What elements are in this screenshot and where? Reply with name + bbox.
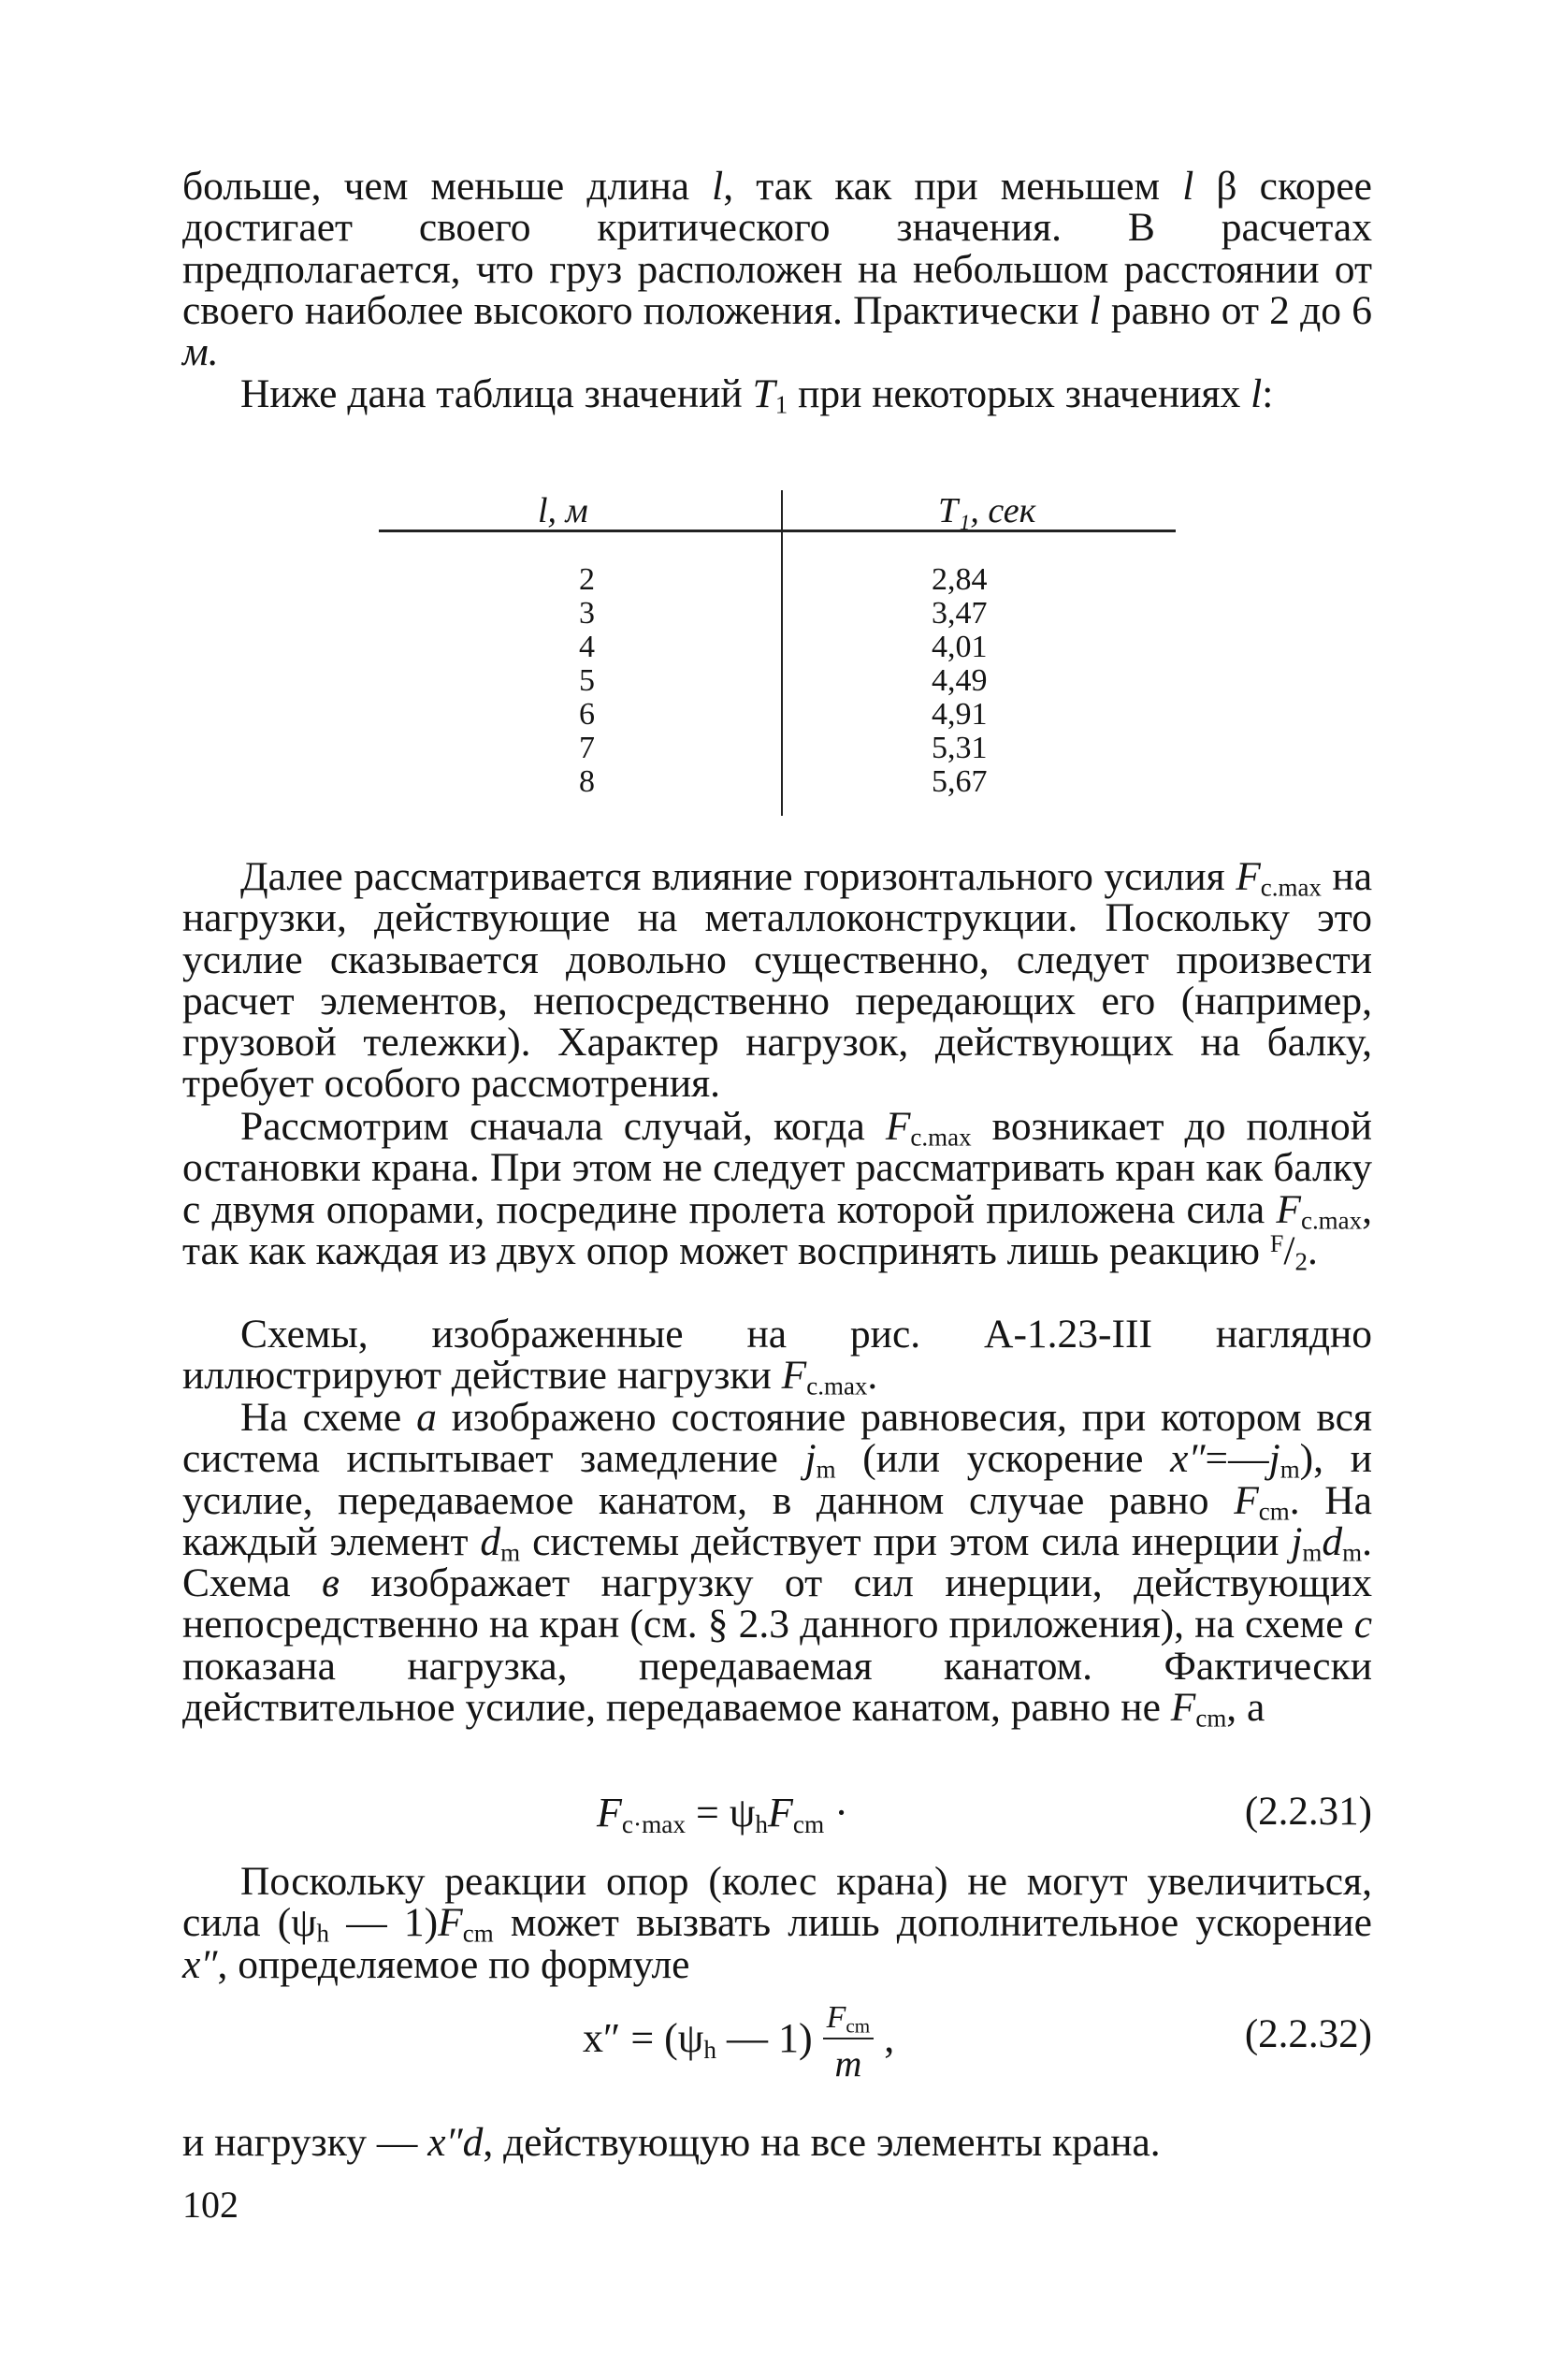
fraction: $\frac{F_{cm}}{m}$ xyxy=(823,2002,875,2082)
table-column-divider xyxy=(781,490,783,816)
table-cell-t1: 4,01 xyxy=(932,630,988,664)
table-cell-l: 7 xyxy=(579,731,595,765)
table-column-t1 xyxy=(932,563,988,799)
page-number: 102 xyxy=(182,2184,239,2226)
equation-number-2-2-32: (2.2.32) xyxy=(1244,2012,1372,2056)
equation-2-2-32: $x'' = (\psi_h$ — 1) $\frac{F_{cm}}{m}$ , xyxy=(583,2000,895,2084)
table-cell-l: 8 xyxy=(579,764,595,799)
equation-number-2-2-31: (2.2.31) xyxy=(1244,1790,1372,1834)
table-cell-l: 5 xyxy=(579,663,595,698)
table-cell-t1: 4,49 xyxy=(932,663,988,698)
table-cell-t1: 4,91 xyxy=(932,697,988,732)
table-cell-t1: 5,31 xyxy=(932,731,988,765)
equation-2-2-31: $F_{c\cdot max} = \psi_hF_{cm}$ · xyxy=(597,1790,848,1838)
table-cell-l: 4 xyxy=(579,630,595,664)
table-cell-t1: 3,47 xyxy=(932,596,988,631)
table-cell-l: 2 xyxy=(579,562,595,597)
table-cell-l: 6 xyxy=(579,697,595,732)
paragraph-2: Ниже дана таблица значений $T_1$ при некоторых значениях l: xyxy=(240,371,1274,419)
paragraph-4: Рассмотрим сначала случай, когда $F_{c.max}$ возникает до полной остановки крана. При этом не следует рассматривать кран как балку с двумя опорами, посредине пролета которой приложена сила $F_{c.max}$, так как каждая из двух опор может воспринять лишь реакцию $^F/_2$. xyxy=(182,1104,1372,1276)
table-cell-l: 3 xyxy=(579,596,595,631)
paragraph-5: Схемы, изображенные на рис. А-1.23-III наглядно иллюстрируют действие нагрузки $F_{c.max}$. xyxy=(182,1312,1372,1401)
paragraph-8: и нагрузку — x″d, действующую на все элементы крана. xyxy=(182,2120,1161,2165)
table-header-l: l, м xyxy=(538,491,588,530)
table-cell-t1: 5,67 xyxy=(932,764,988,799)
table-header-rule xyxy=(379,530,1176,532)
paragraph-7: Поскольку реакции опор (колес крана) не могут увеличиться, сила ($\psi_h$ — $1)F_{cm}$ может вызвать лишь дополнительное ускорение x″, определяемое по формуле xyxy=(182,1859,1372,1987)
paragraph-3: Далее рассматривается влияние горизонтального усилия $F_{c.max}$ на нагрузки, действующие на металлоконструкции. Поскольку это усилие сказывается довольно существенно, следует произвести расчет элементов, непосредственно передающих его (например, грузовой тележки). Характер нагрузок, действующих на балку, требует особого рассмотрения. xyxy=(182,854,1372,1107)
table-header-t1: T₁, сек xyxy=(938,491,1036,530)
paragraph-6: На схеме a изображено состояние равновесия, при котором вся система испытывает замедление $j_m$ (или ускорение $x''=—j_m$), и усилие, передаваемое канатом, в данном случае равно $F_{cm}$. На каждый элемент $d_m$ системы действует при этом сила инерции $j_md_m$. Схема в изображает нагрузку от сил инерции, действующих непосредственно на кран (см. § 2.3 данного приложения), на схеме c показана нагрузка, передаваемая канатом. Фактически действительное усилие, передаваемое канатом, равно не $F_{cm}$, а xyxy=(182,1395,1373,1733)
paragraph-1: больше, чем меньше длина l, так как при меньшем l β скорее достигает своего критического значения. В расчетах предполагается, что груз расположен на небольшом расстоянии от своего наиболее высокого положения. Практически l равно от 2 до 6 м. xyxy=(182,164,1372,375)
table-cell-t1: 2,84 xyxy=(932,562,988,597)
table-column-l xyxy=(579,563,595,799)
